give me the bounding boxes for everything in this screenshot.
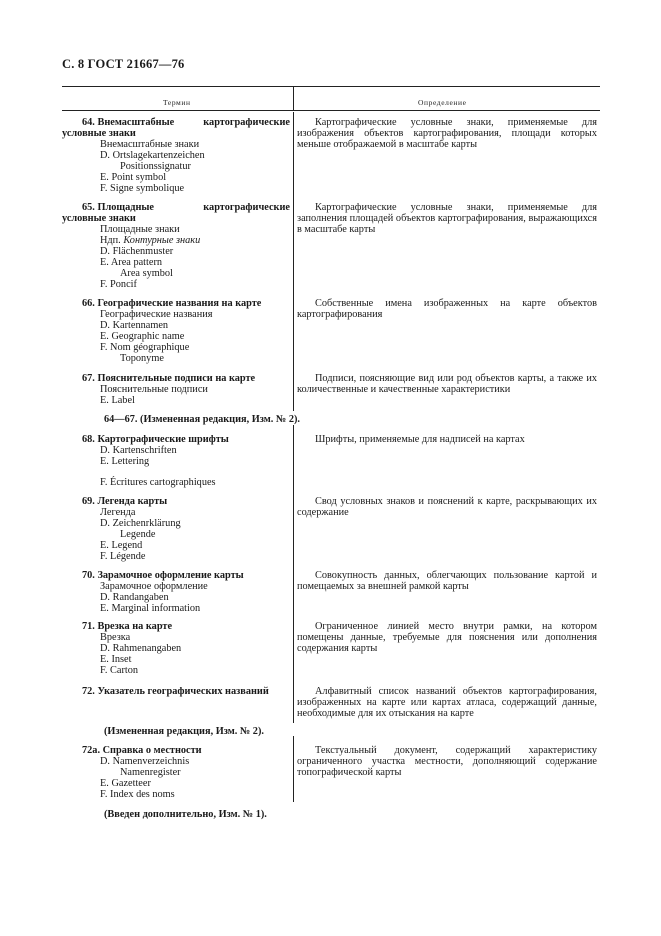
term-french: F. Légende bbox=[100, 551, 146, 562]
definition-69 bbox=[297, 496, 597, 518]
term-not-allowed bbox=[62, 235, 290, 246]
term-english: E. Geographic name bbox=[100, 331, 185, 342]
term-english: E. Label bbox=[100, 395, 135, 406]
term-german-alt: Positionssignatur bbox=[120, 161, 191, 172]
term-synonym: Легенда bbox=[100, 507, 136, 518]
term-english: E. Legend bbox=[100, 540, 143, 551]
term-title: 67. Пояснительные подписи на карте bbox=[82, 373, 256, 384]
term-title: 72а. Справка о местности bbox=[82, 745, 202, 756]
term-english: E. Area pattern bbox=[100, 257, 163, 268]
term-german: D. Kartenschriften bbox=[100, 445, 177, 456]
definition-66 bbox=[297, 298, 597, 320]
term-entry-72 bbox=[62, 686, 290, 697]
term-title: 69. Легенда карты bbox=[82, 496, 168, 507]
term-title-part: картографические bbox=[203, 202, 290, 213]
term-german: D. Kartennamen bbox=[100, 320, 169, 331]
term-english: E. Inset bbox=[100, 654, 132, 665]
term-title-part: Внемасштабные bbox=[97, 117, 175, 128]
page-header: С. 8 ГОСТ 21667—76 bbox=[62, 57, 185, 71]
term-french: F. Signe symbolique bbox=[100, 183, 185, 194]
definition-text: Подписи, поясняющие вид или род объектов карты, а также их количественные и качественные характеристики bbox=[297, 373, 597, 395]
term-french: F. Carton bbox=[100, 665, 139, 676]
term-title: 70. Зарамочное оформление карты bbox=[82, 570, 244, 581]
amendment-note-64-67: 64—67. (Измененная редакция, Изм. № 2). bbox=[104, 414, 300, 425]
term-synonym: Пояснительные подписи bbox=[100, 384, 208, 395]
definition-text: Картографические условные знаки, применяемые для заполнения площадей объектов картографирования, выражающихся в масштабе карты bbox=[297, 202, 597, 235]
definition-text: Текстуальный документ, содержащий характеристику ограниченного участка местности, дополняющий содержание топографической карты bbox=[297, 745, 597, 778]
term-entry-70 bbox=[62, 570, 290, 614]
definition-text: Совокупность данных, облегчающих пользование картой и помещаемых за внешней рамкой карты bbox=[297, 570, 597, 592]
term-french-alt: Toponyme bbox=[120, 353, 164, 364]
ndp-label: Ндп. bbox=[100, 235, 121, 246]
term-title-part: картографические bbox=[203, 117, 290, 128]
definition-text: Картографические условные знаки, применяемые для изображения объектов картографирования, площади которых меньше отображаемой в масштабе карты bbox=[297, 117, 597, 150]
term-entry-66 bbox=[62, 298, 290, 364]
term-english: E. Gazetteer bbox=[100, 778, 151, 789]
term-entry-71 bbox=[62, 621, 290, 676]
term-number: 65. bbox=[82, 202, 95, 213]
term-german: D. Rahmenangaben bbox=[100, 643, 182, 654]
definition-text: Ограниченное линией место внутри рамки, на котором помещены данные, требуемые для пояснения или дополнения содержания карты bbox=[297, 621, 597, 654]
definition-67 bbox=[297, 373, 597, 395]
term-french: F. Écritures cartographiques bbox=[100, 477, 216, 488]
definition-70 bbox=[297, 570, 597, 592]
definition-text: Шрифты, применяемые для надписей на картах bbox=[315, 434, 525, 445]
term-title-part: Площадные bbox=[97, 202, 154, 213]
column-divider bbox=[293, 112, 294, 411]
term-synonym: Внемасштабные знаки bbox=[100, 139, 200, 150]
term-english: E. Marginal information bbox=[100, 603, 201, 614]
column-divider bbox=[293, 736, 294, 802]
term-german: D. Ortslagekartenzeichen bbox=[100, 150, 205, 161]
term-english: E. Point symbol bbox=[100, 172, 167, 183]
term-english: E. Lettering bbox=[100, 456, 150, 467]
term-french: F. Nom géographique bbox=[100, 342, 190, 353]
term-german: D. Zeichenrklärung bbox=[100, 518, 181, 529]
term-synonym: Врезка bbox=[100, 632, 131, 643]
definition-text: Алфавитный список названий объектов картографирования, изображенных на карте или картах атласа, содержащий данные, необходимые для их отыскания на карте bbox=[297, 686, 597, 719]
term-title: 72. Указатель географических названий bbox=[82, 686, 269, 697]
term-entry-69 bbox=[62, 496, 290, 562]
amendment-note-72: (Измененная редакция, Изм. № 2). bbox=[104, 726, 264, 737]
definition-72a bbox=[297, 745, 597, 778]
term-synonym: Географические названия bbox=[100, 309, 213, 320]
term-entry-65 bbox=[62, 202, 290, 290]
definition-64 bbox=[297, 117, 597, 150]
term-french: F. Poncif bbox=[100, 279, 137, 290]
definition-72 bbox=[297, 686, 597, 719]
definition-71 bbox=[297, 621, 597, 654]
term-entry-68 bbox=[62, 434, 290, 488]
term-title: 71. Врезка на карте bbox=[82, 621, 173, 632]
table-header-border bbox=[62, 110, 600, 111]
term-german-alt: Legende bbox=[120, 529, 156, 540]
term-title: 68. Картографические шрифты bbox=[82, 434, 229, 445]
ndp-term: Контурные знаки bbox=[123, 235, 201, 246]
definition-65 bbox=[297, 202, 597, 235]
term-french: F. Index des noms bbox=[100, 789, 175, 800]
column-header-term: Термин bbox=[163, 98, 191, 107]
term-entry-64 bbox=[62, 117, 290, 194]
term-synonym: Зарамочное оформление bbox=[100, 581, 208, 592]
term-synonym: Площадные знаки bbox=[100, 224, 180, 235]
term-german: D. Randangaben bbox=[100, 592, 169, 603]
amendment-note-72a: (Введен дополнительно, Изм. № 1). bbox=[104, 809, 267, 820]
term-german: D. Namenverzeichnis bbox=[100, 756, 190, 767]
table-top-border bbox=[62, 86, 600, 87]
term-german-alt: Namenregister bbox=[120, 767, 181, 778]
term-english-alt: Area symbol bbox=[120, 268, 173, 279]
term-german: D. Flächenmuster bbox=[100, 246, 174, 257]
definition-text: Собственные имена изображенных на карте объектов картографирования bbox=[297, 298, 597, 320]
definition-68 bbox=[297, 434, 597, 445]
term-entry-72a bbox=[62, 745, 290, 800]
column-divider bbox=[293, 425, 294, 723]
term-title-part: условные знаки bbox=[62, 128, 136, 139]
term-entry-67 bbox=[62, 373, 290, 406]
column-divider bbox=[293, 86, 294, 110]
term-title: 66. Географические названия на карте bbox=[82, 298, 262, 309]
column-header-definition: Определение bbox=[418, 98, 467, 107]
term-title-part: условные знаки bbox=[62, 213, 136, 224]
term-number: 64. bbox=[82, 117, 95, 128]
definition-text: Свод условных знаков и пояснений к карте, раскрывающих их содержание bbox=[297, 496, 597, 518]
